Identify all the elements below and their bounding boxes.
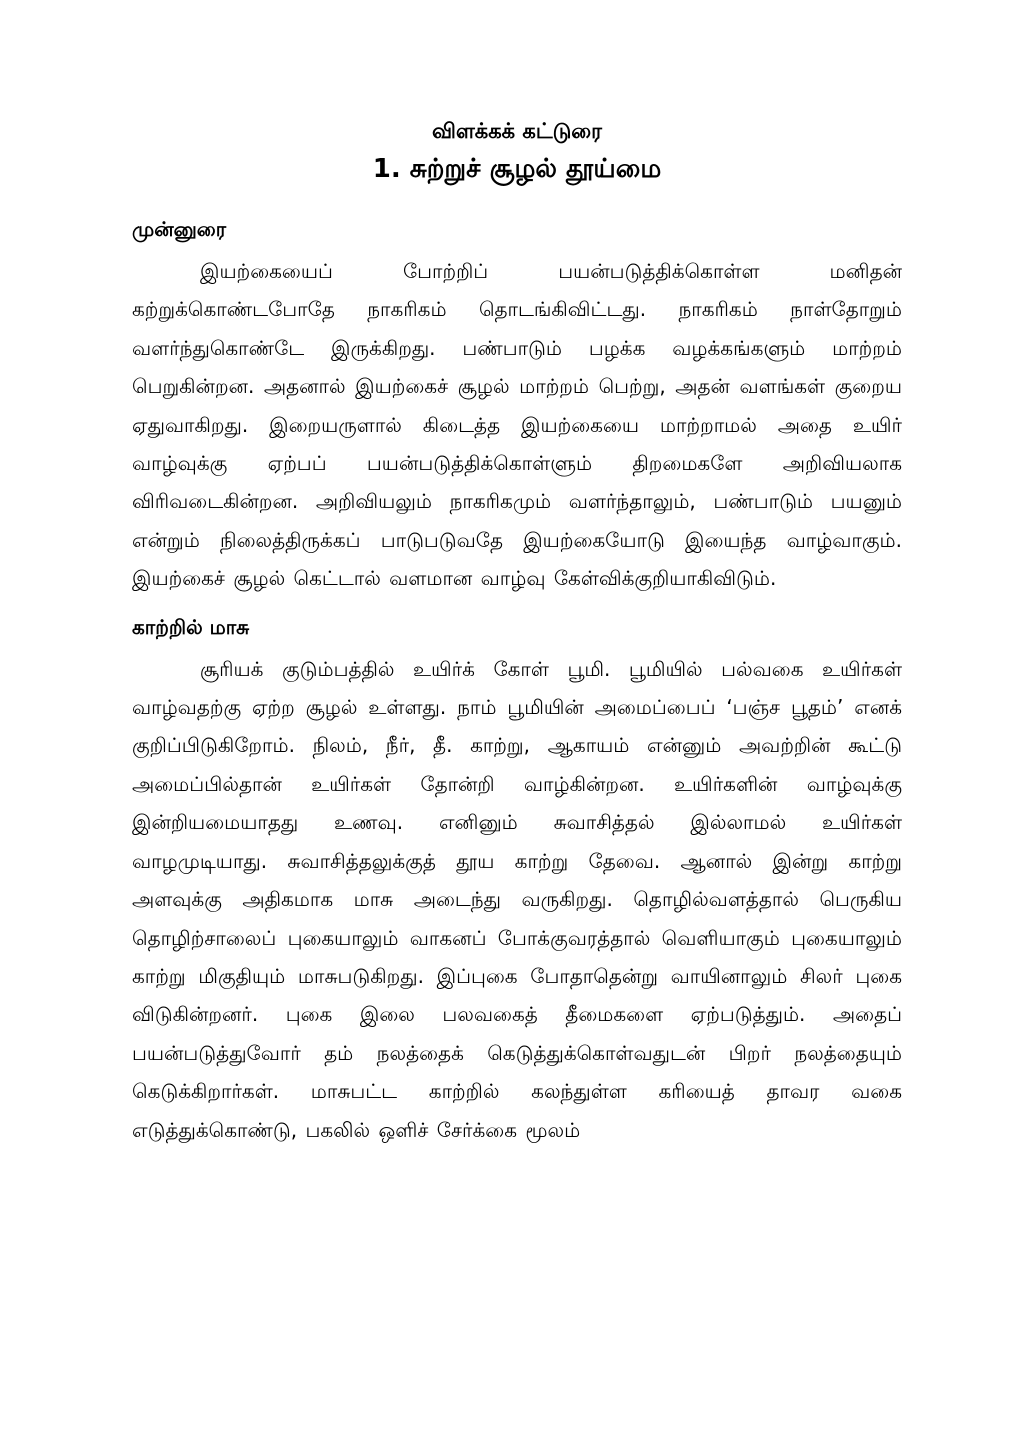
section-paragraph-air-pollution: சூரியக் குடும்பத்தில் உயிர்க் கோள் பூமி. பூமியில் பல்வகை உயிர்கள் வாழ்வதற்கு ஏற்ற சூழல் உள்ளது. நாம் பூமியின் அமைப்பைப் ‘பஞ்ச பூதம்’ எனக் குறிப்பிடுகிறோம். நிலம், நீர், தீ. காற்று, ஆகாயம் என்னும் அவற்றின் கூட்டு அமைப்பில்தான் உயிர்கள் தோன்றி வாழ்கின்றன. உயிர்களின் வாழ்வுக்கு இன்றியமையாதது உணவு. எனினும் சுவாசித்தல் இல்லாமல் உயிர்கள் வாழமுடியாது. சுவாசித்தலுக்குத் தூய காற்று தேவை. ஆனால் இன்று காற்று அளவுக்கு அதிகமாக மாசு அடைந்து வருகிறது. தொழில்வளத்தால் பெருகிய தொழிற்சாலைப் புகையாலும் வாகனப் போக்குவரத்தால் வெளியாகும் புகையாலும் காற்று மிகுதியும் மாசுபடுகிறது. இப்புகை போதாதென்று வாயினாலும் சிலர் புகை விடுகின்றனர். புகை இலை பலவகைத் தீமைகளை ஏற்படுத்தும். அதைப் பயன்படுத்துவோர் தம் நலத்தைக் கெடுத்துக்கொள்வதுடன் பிறர் நலத்தையும் கெடுக்கிறார்கள். மாசுபட்ட காற்றில் கலந்துள்ள கரியைத் தாவர வகை எடுத்துக்கொண்டு, பகலில் ஒளிச் சேர்க்கை மூலம் bbox=[132, 656, 903, 1142]
section-heading-introduction: முன்னுரை bbox=[132, 217, 227, 241]
document-category: விளக்கக் கட்டுரை bbox=[431, 119, 603, 143]
section-introduction bbox=[132, 214, 902, 598]
document-title: 1. சுற்றுச் சூழல் தூய்மை bbox=[372, 154, 662, 184]
section-paragraph-introduction: இயற்கையைப் போற்றிப் பயன்படுத்திக்கொள்ள மனிதன் கற்றுக்கொண்டபோதே நாகரிகம் தொடங்கிவிட்டது. நாகரிகம் நாள்தோறும் வளர்ந்துகொண்டே இருக்கிறது. பண்பாடும் பழக்க வழக்கங்களும் மாற்றம் பெறுகின்றன. அதனால் இயற்கைச் சூழல் மாற்றம் பெற்று, அதன் வளங்கள் குறைய ஏதுவாகிறது. இறையருளால் கிடைத்த இயற்கையை மாற்றாமல் அதை உயிர் வாழ்வுக்கு ஏற்பப் பயன்படுத்திக்கொள்ளும் திறமைகளே அறிவியலாக விரிவடைகின்றன. அறிவியலும் நாகரிகமும் வளர்ந்தாலும், பண்பாடும் பயனும் என்றும் நிலைத்திருக்கப் பாடுபடுவதே இயற்கையோடு இயைந்த வாழ்வாகும். இயற்கைச் சூழல் கெட்டால் வளமான வாழ்வு கேள்விக்குறியாகிவிடும். bbox=[132, 259, 902, 591]
section-heading-air-pollution: காற்றில் மாசு bbox=[132, 614, 250, 639]
section-air-pollution bbox=[132, 612, 902, 1149]
document-page bbox=[132, 116, 902, 1149]
